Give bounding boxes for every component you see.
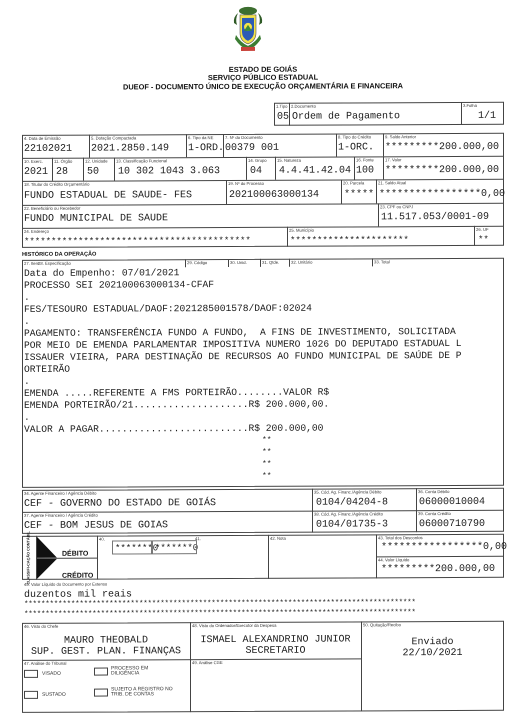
tipo-credito-label: 8. Tipo do Crédito (338, 134, 372, 140)
grupo-label: 14. Grupo (248, 157, 267, 163)
chefe-label: 46. Visto do Chefe (24, 623, 59, 629)
orgao-label: 11. Órgão (54, 158, 73, 164)
historico-line: EMENDA .....REFERENTE A FMS PORTEIRÃO........VALOR R$ (24, 386, 330, 399)
col-unid: 30. Unid. (230, 259, 247, 265)
historico-line: FES/TESOURO ESTADUAL/DAOF:2021285001578/DAOF:02024 (24, 302, 312, 315)
sustado-checkbox[interactable] (24, 691, 38, 699)
municipio-label: 25. Município (289, 227, 314, 233)
nota-label: 42. Nota (270, 535, 286, 541)
contabil-side-label: CLASSIFI-CAÇÃO CONTÁBIL (27, 531, 31, 585)
n-doc-label: 7. Nº do Documento (225, 134, 263, 141)
cpf-value: 11.517.053/0001-09 (381, 211, 490, 224)
coat-of-arms-icon (231, 5, 265, 53)
historico-stars: ** (262, 447, 272, 457)
grupo-value: 04 (250, 165, 263, 177)
tipo-ne-label: 6. Tipo da NE (188, 135, 214, 141)
debit-box-1 (112, 540, 152, 554)
col-codigo: 29. Código (187, 260, 208, 266)
tipo-value: 05 (277, 111, 290, 123)
dotacao-label: 5. Dotação Compactada (91, 135, 137, 141)
descontos-value: *****************0,00 (381, 541, 508, 554)
quitacao-status: Enviado (411, 637, 454, 649)
saldo-atual-label: 21. Saldo Atual (378, 180, 407, 186)
historico-line: PROCESSO SEI 202100063000134-CFAF (24, 279, 214, 291)
beneficiario-value: FUNDO MUNICIPAL DE SAUDE (24, 213, 169, 225)
uf-value: ** (478, 234, 489, 245)
saldo-atual-value: *****************0,00 (379, 188, 506, 201)
field-41-label: 41. (195, 536, 201, 542)
valor-value: *********200.000,00 (385, 164, 500, 177)
agente-credito-value: CEF - BOM JESUS DE GOIAS (24, 520, 169, 532)
uf-label: 26. UF (476, 226, 489, 232)
beneficiario-label: 22. Beneficiário ou Recebedor (24, 205, 81, 211)
extenso-value: duzentos mil reais (24, 589, 133, 601)
parcela-label: 20. Parcela (343, 180, 365, 186)
historico-line: ORTEIRÃO (24, 363, 71, 375)
chefe-cargo: SUP. GEST. PLAN. FINANÇAS (30, 646, 182, 658)
cge-label: 49. Análise CGE (192, 660, 223, 666)
field-40-label: 40. (99, 536, 105, 542)
col-especificacao: 28. Especificação (38, 260, 71, 266)
processo-label: 19. Nº do Processo (228, 180, 264, 187)
historico-line: . (24, 375, 30, 387)
credito-label: CRÉDITO (62, 572, 94, 580)
saldo-anterior-value: *********200.000,00 (385, 141, 500, 154)
cod-credito-value: 0104/01735-3 (316, 519, 389, 531)
fonte-label: 16. Fonte (356, 157, 374, 163)
natureza-label: 15. Natureza (277, 157, 301, 163)
debito-label: DÉBITO (62, 550, 89, 558)
visado-label: VISADO (42, 670, 61, 677)
quitacao-label: 50. Quitação/Recibo (363, 622, 401, 628)
contabil-side-label-wrap (24, 531, 34, 585)
document-title: DUEOF - DOCUMENTO ÚNICO DE EXECUÇÃO ORÇAMENTÁRIA E FINANCEIRA (122, 81, 404, 92)
titular-value: FUNDO ESTADUAL DE SAUDE- FES (24, 190, 193, 202)
historico-line: . (24, 411, 30, 423)
exerc-label: 10. Exerc. (24, 158, 43, 164)
quitacao-data: 22/10/2021 (402, 647, 463, 660)
saldo-anterior-label: 9. Saldo Anterior (385, 134, 416, 140)
historico-stars: ** (262, 471, 272, 481)
folha-label: 3.Folha (463, 102, 477, 108)
endereco-label: 24. Endereço (24, 228, 49, 234)
agente-debito-label: 34. Agente Financeiro / Agência Débito (24, 490, 97, 496)
extenso-stars-2: ******************************************************************************************** (24, 609, 416, 619)
data-emissao-label: 4. Data de Emissão (24, 135, 61, 141)
endereco-value: ****************************************** (24, 235, 251, 247)
class-func-value: 10 302 1043 3.063 (118, 166, 221, 178)
ordenador-label: 48. Visto do Ordenador/Executor da Despesa (192, 622, 277, 629)
class-func-label: 13. Classificação Funcional (116, 158, 167, 164)
n-doc-value: 00379 001 (225, 142, 280, 155)
natureza-value: 4.4.41.42.04 (279, 165, 352, 177)
tribunal-label: 47. Análise do Tribunal (24, 660, 67, 666)
liquido-label: 44. Valor Líquido (378, 557, 410, 563)
descontos-label: 43. Total dos Descontos (378, 535, 423, 541)
valor-label: 17. Valor (385, 157, 402, 163)
col-unitario: 32. Unitário (291, 259, 313, 265)
tipo-ne-value: 1-ORD. (188, 143, 225, 155)
historico-line: POR MEIO DE EMENDA PARLAMENTAR IMPOSITIVA NUMERO 1026 DO DEPUTADO ESTADUAL L (24, 337, 462, 351)
titular-label: 18. Titular do Crédito Orçamentário (24, 181, 90, 187)
debito-value-1: *******0 (115, 543, 159, 554)
state-title: ESTADO DE GOIÁS (228, 64, 298, 75)
sustado-label: SUSTADO (42, 691, 66, 698)
historico-line: ISSAUER VIEIRA, PARA DESTINAÇÃO DE RECURSOS AO FUNDO MUNICIPAL DE SAÚDE DE P (24, 349, 462, 363)
credit-triangle-icon (37, 559, 57, 579)
col-total: 33. Total (374, 259, 390, 265)
unidade-value: 50 (87, 166, 100, 178)
municipio-value: ********************** (290, 235, 409, 246)
data-emissao-value: 22102021 (24, 143, 73, 155)
debit-box-2 (152, 540, 197, 554)
conta-debito-value: 06000010004 (419, 496, 486, 509)
exerc-value: 2021 (24, 166, 49, 178)
tipo-label: 1.Tipo (276, 103, 288, 109)
historico-line: VALOR A PAGAR..........................R$ 200.000,00 (24, 422, 324, 435)
cod-debito-label: 35. Cód. Ag. Financ./Agência Débito (314, 489, 382, 495)
col-item: 27. Item (24, 260, 40, 266)
fonte-value: 100 (356, 165, 375, 177)
service-title: SERVIÇO PÚBLICO ESTADUAL (207, 72, 319, 83)
extenso-label: 45. Valor Líquido do Documento por Extenso (24, 581, 108, 587)
documento-label: 2.Documento (291, 103, 316, 109)
conta-debito-label: 36. Conta Débito (418, 489, 450, 495)
sujeito-registro-label: SUJEITO A REGISTRO NO TRIB. DE CONTAS (111, 686, 173, 698)
dotacao-value: 2021.2850.149 (91, 143, 170, 155)
extenso-stars-1: ******************************************************************************************** (24, 599, 416, 609)
liquido-value: *********200.000,00 (381, 563, 496, 576)
processo-diligencia-checkbox[interactable] (94, 668, 108, 676)
agente-debito-value: CEF - GOVERNO DO ESTADO DE GOIÁS (24, 498, 217, 510)
tipo-credito-value: 1-ORC. (338, 142, 375, 154)
orgao-value: 28 (56, 166, 69, 178)
ordenador-cargo: SECRETARIO (245, 645, 306, 657)
historico-line: . (24, 315, 30, 327)
historico-line: . (24, 291, 30, 303)
debito-value-2: *******0 (155, 543, 199, 554)
cpf-label: 23. CPF ou CNPJ (380, 204, 414, 210)
conta-credito-value: 06000710790 (419, 518, 486, 531)
parcela-value: ***** (344, 189, 375, 201)
cod-credito-label: 38. Cód. Ag. Financ./Agência Crédito (314, 511, 383, 517)
conta-credito-label: 39. Conta Crédito (418, 511, 451, 517)
ordenador-nome: ISMAEL ALEXANDRINO JUNIOR (200, 634, 351, 647)
historico-stars: ** (262, 435, 272, 445)
chefe-nome: MAURO THEOBALD (63, 635, 148, 647)
historico-line: PAGAMENTO: TRANSFERÊNCIA FUNDO A FUNDO, A FINS DE INVESTIMENTO, SOLICITADA (24, 326, 456, 339)
documento-value: Ordem de Pagamento (292, 111, 401, 123)
debit-triangle-icon (37, 537, 57, 558)
visado-checkbox[interactable] (24, 670, 38, 678)
agente-credito-label: 37. Agente Financeiro / Agência Crédito (24, 512, 98, 518)
folha-value: 1/1 (478, 110, 497, 122)
processo-value: 202100063000134 (229, 189, 320, 202)
historico-line: Data do Empenho: 07/01/2021 (24, 267, 180, 279)
processo-diligencia-label: PROCESSO EM DILIGÊNCIA (111, 665, 149, 677)
sujeito-registro-checkbox[interactable] (94, 689, 108, 697)
unidade-label: 12. Unidade (85, 158, 108, 164)
cod-debito-value: 0104/04204-8 (316, 497, 389, 509)
historico-stars: ** (262, 459, 272, 469)
historico-title: HISTÓRICO DA OPERAÇÃO (22, 251, 97, 258)
historico-line: EMENDA PORTEIRÃO/21....................R$ 200.000,00. (24, 398, 330, 411)
col-qtde: 31. Qtde. (262, 259, 280, 265)
